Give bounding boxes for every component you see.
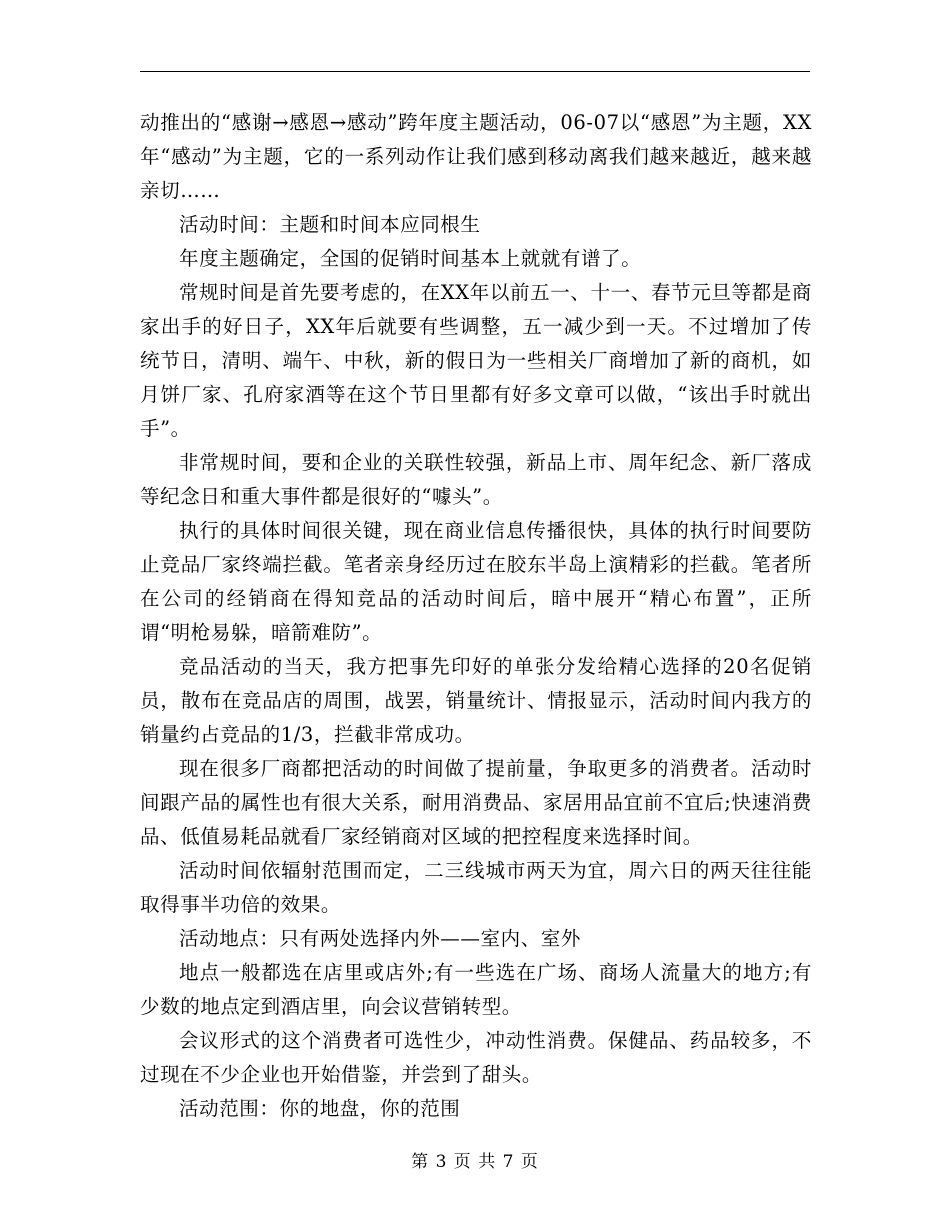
page-number-footer: 第 3 页 共 7 页 [411,1152,539,1172]
paragraph: 年度主题确定，全国的促销时间基本上就就有谱了。 [179,247,642,270]
paragraph: 现在很多厂商都把活动的时间做了提前量，争取更多的消费者。活动时间跟产品的属性也有很大关系，耐用消费品、家居用品宜前不宜后;快速消费品、低值易耗品就看厂家经销商对区域的把控程度来选择时间。 [140,757,812,848]
section-heading-activity-scope: 活动范围：你的地盘，你的范围 [179,1097,461,1120]
header-rule [140,71,810,72]
paragraph: 地点一般都选在店里或店外;有一些选在广场、商场人流量大的地方;有少数的地点定到酒店里，向会议营销转型。 [140,961,812,1018]
paragraph: 活动时间依辐射范围而定，二三线城市两天为宜，周六日的两天往往能取得事半功倍的效果。 [140,859,812,916]
paragraph: 会议形式的这个消费者可选性少，冲动性消费。保健品、药品较多，不过现在不少企业也开始借鉴，并尝到了甜头。 [140,1029,812,1086]
paragraph: 执行的具体时间很关键，现在商业信息传播很快，具体的执行时间要防止竞品厂家终端拦截。笔者亲身经历过在胶东半岛上演精彩的拦截。笔者所在公司的经销商在得知竞品的活动时间后，暗中展开“精心布置”，正所谓“明枪易躲，暗箭难防”。 [140,519,812,644]
paragraph: 常规时间是首先要考虑的，在XX年以前五一、十一、春节元旦等都是商家出手的好日子，XX年后就要有些调整，五一减少到一天。不过增加了传统节日，清明、端午、中秋，新的假日为一些相关厂商增加了新的商机，如月饼厂家、孔府家酒等在这个节日里都有好多文章可以做，“该出手时就出手”。 [140,281,812,440]
paragraph: 非常规时间，要和企业的关联性较强，新品上市、周年纪念、新厂落成等纪念日和重大事件都是很好的“噱头”。 [140,451,812,508]
section-heading-activity-time: 活动时间：主题和时间本应同根生 [179,213,481,236]
body-text [140,106,812,1126]
section-heading-activity-location: 活动地点：只有两处选择内外——室内、室外 [179,927,582,950]
paragraph: 动推出的“感谢→感恩→感动”跨年度主题活动，06-07以“感恩”为主题，XX年“感动”为主题，它的一系列动作让我们感到移动离我们越来越近，越来越亲切…… [140,111,812,202]
paragraph: 竞品活动的当天，我方把事先印好的单张分发给精心选择的20名促销员，散布在竞品店的周围，战罢，销量统计、情报显示，活动时间内我方的销量约占竞品的1/3，拦截非常成功。 [140,655,812,746]
